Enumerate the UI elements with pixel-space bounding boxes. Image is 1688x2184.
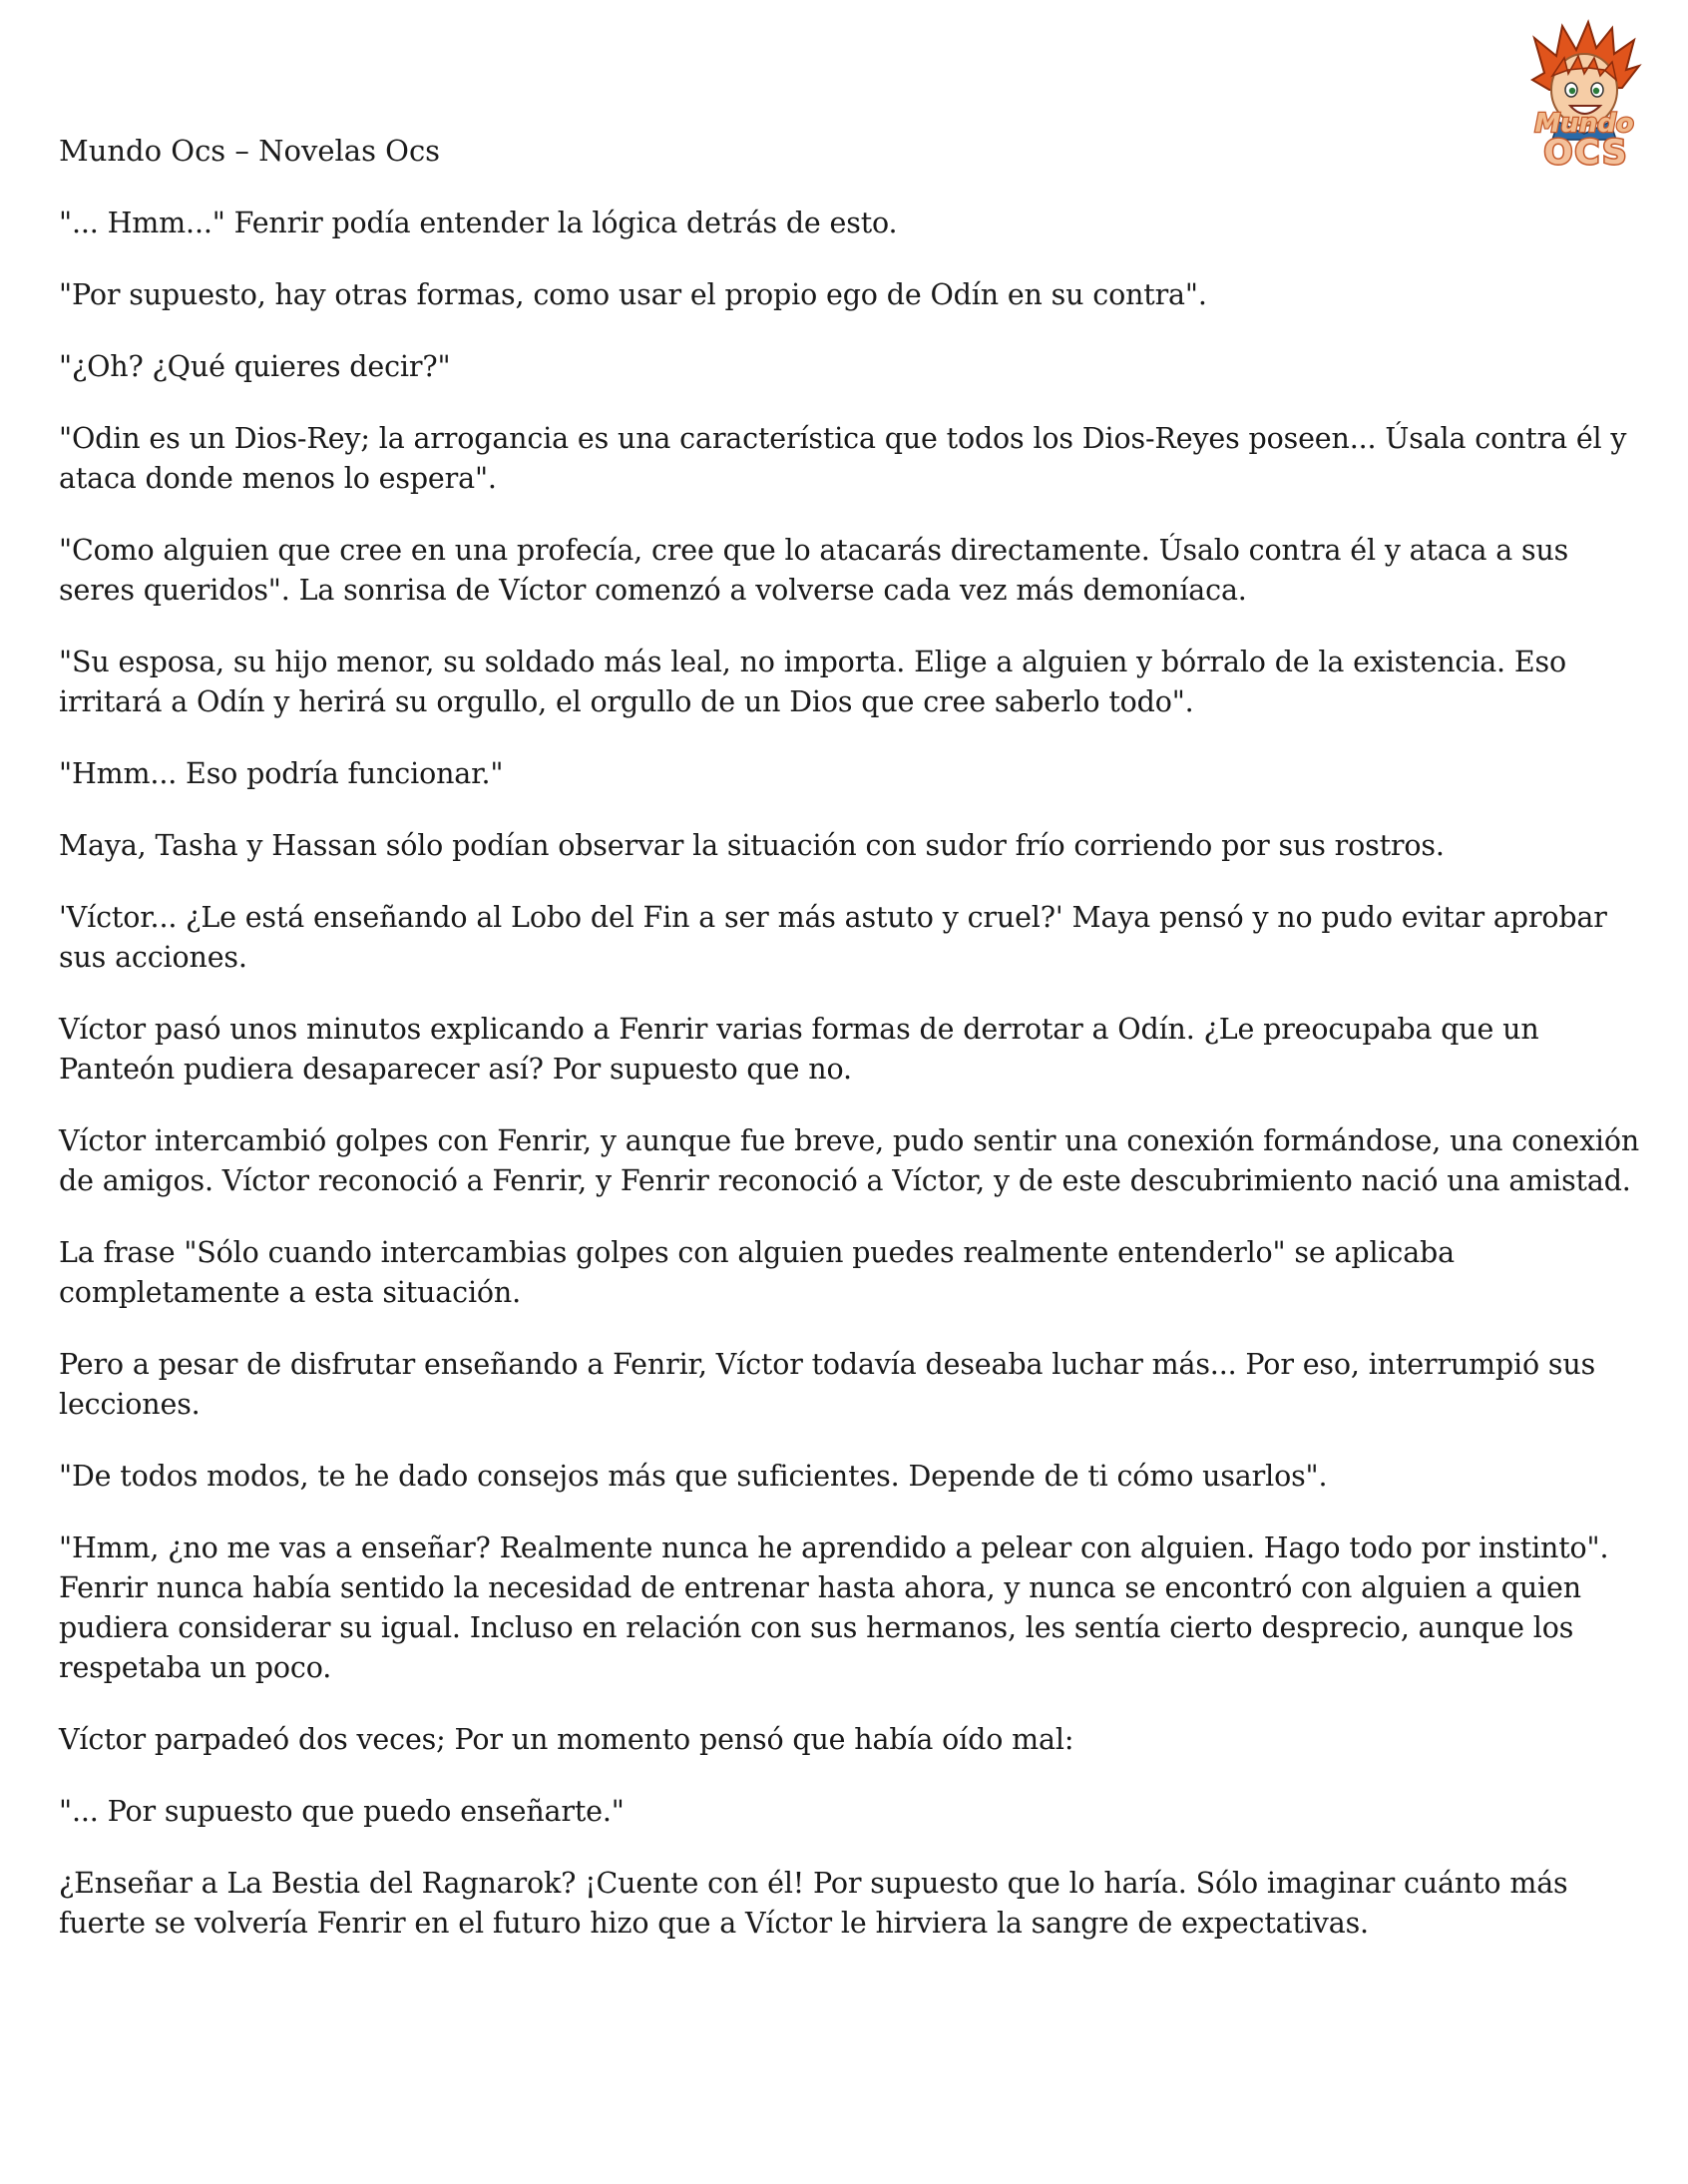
paragraph: "Su esposa, su hijo menor, su soldado más leal, no importa. Elige a alguien y bórralo de la existencia. Eso irritará a Odín y herirá su orgullo, el orgullo de un Dios que cree saberlo todo". (59, 646, 1567, 718)
svg-text:Mundo: Mundo (1534, 109, 1634, 139)
document-body (59, 204, 1645, 1975)
paragraph: Víctor intercambió golpes con Fenrir, y aunque fue breve, pudo sentir una conexión formándose, una conexión de amigos. Víctor reconoció a Fenrir, y Fenrir reconoció a Víctor, y de este descubrimiento nació una amistad. (59, 1124, 1640, 1197)
paragraph: "... Hmm..." Fenrir podía entender la lógica detrás de esto. (59, 207, 898, 239)
paragraph: "... Por supuesto que puedo enseñarte." (59, 1795, 625, 1828)
paragraph: Pero a pesar de disfrutar enseñando a Fenrir, Víctor todavía deseaba luchar más... Por eso, interrumpió sus lecciones. (59, 1348, 1596, 1421)
paragraph: "¿Oh? ¿Qué quieres decir?" (59, 350, 451, 383)
paragraph: "De todos modos, te he dado consejos más que suficientes. Depende de ti cómo usarlos". (59, 1460, 1328, 1493)
paragraph: "Como alguien que cree en una profecía, cree que lo atacarás directamente. Úsalo contra él y ataca a sus seres queridos". La sonrisa de Víctor comenzó a volverse cada vez más demoníaca. (59, 534, 1569, 607)
document-header: Mundo Ocs – Novelas Ocs (59, 134, 441, 168)
paragraph: "Por supuesto, hay otras formas, como usar el propio ego de Odín en su contra". (59, 278, 1207, 311)
paragraph: 'Víctor... ¿Le está enseñando al Lobo del Fin a ser más astuto y cruel?' Maya pensó y no pudo evitar aprobar sus acciones. (59, 901, 1607, 974)
paragraph: "Hmm... Eso podría funcionar." (59, 757, 504, 790)
paragraph: La frase "Sólo cuando intercambias golpes con alguien puedes realmente entenderlo" se aplicaba completamente a esta situación. (59, 1236, 1455, 1309)
paragraph: "Odin es un Dios-Rey; la arrogancia es una característica que todos los Dios-Reyes poseen... Úsala contra él y ataca donde menos lo espera". (59, 422, 1627, 495)
paragraph: Víctor pasó unos minutos explicando a Fenrir varias formas de derrotar a Odín. ¿Le preocupaba que un Panteón pudiera desaparecer así? Por supuesto que no. (59, 1013, 1539, 1086)
paragraph: Maya, Tasha y Hassan sólo podían observar la situación con sudor frío corriendo por sus rostros. (59, 829, 1445, 862)
paragraph: Víctor parpadeó dos veces; Por un momento pensó que había oído mal: (59, 1723, 1074, 1756)
svg-text:OCS: OCS (1543, 133, 1629, 173)
paragraph: "Hmm, ¿no me vas a enseñar? Realmente nunca he aprendido a pelear con alguien. Hago todo por instinto". Fenrir nunca había sentido la necesidad de entrenar hasta ahora, y nunca se encontró con alguien a quien pudiera considerar su igual. Incluso en relación con sus hermanos, les sentía cierto desprecio, aunque los respetaba un poco. (59, 1531, 1609, 1684)
paragraph: ¿Enseñar a La Bestia del Ragnarok? ¡Cuente con él! Por supuesto que lo haría. Sólo imaginar cuánto más fuerte se volvería Fenrir en el futuro hizo que a Víctor le hirviera la sangre de expectativas. (59, 1867, 1568, 1940)
mundo-ocs-logo (1504, 18, 1664, 173)
